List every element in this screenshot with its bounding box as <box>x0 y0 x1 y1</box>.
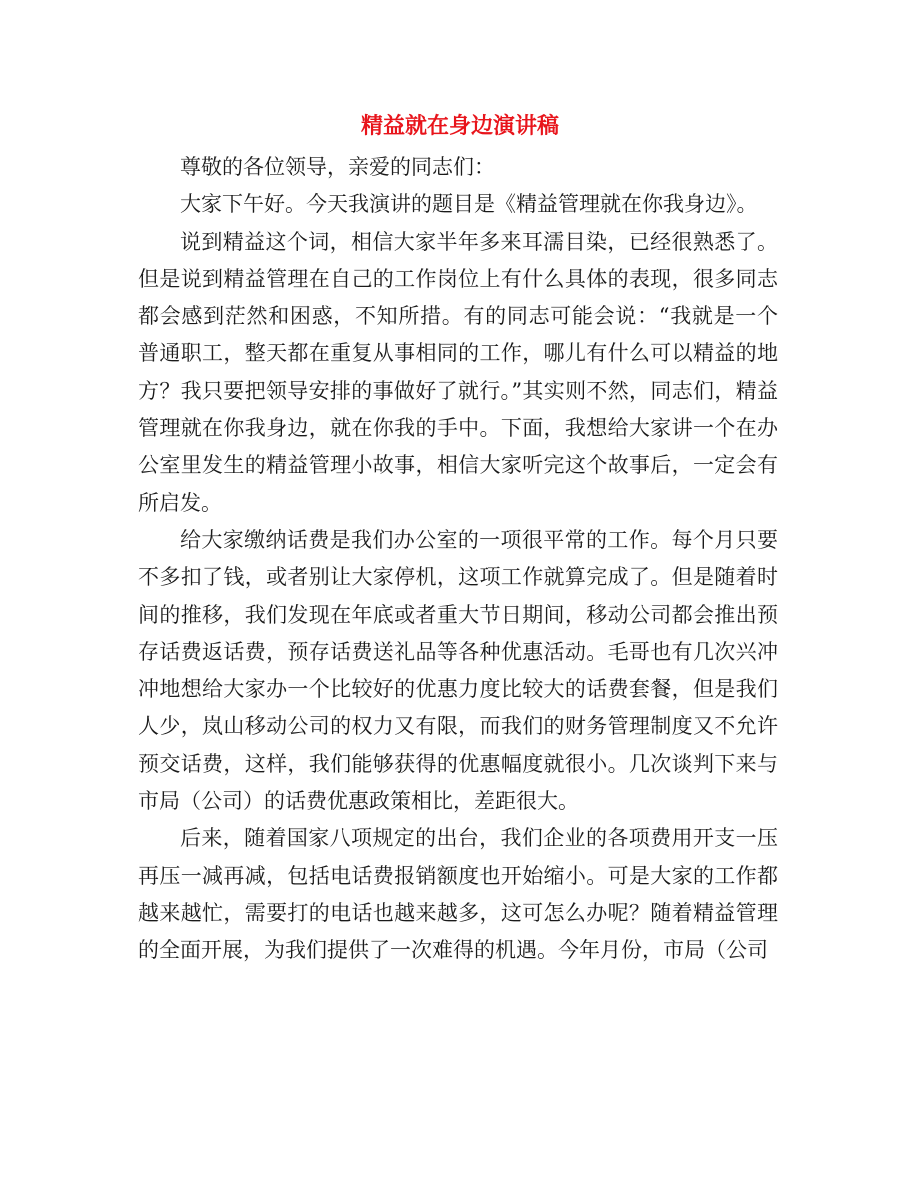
paragraph-opening: 大家下午好。今天我演讲的题目是《精益管理就在你我身边》。 <box>180 192 758 217</box>
paragraph-lean-management-opportunity: 后来，随着国家八项规定的出台，我们企业的各项费用开支一压再压一减再减，包括电话费报销额度也开始缩小。可是大家的工作都越来越忙，需要打的电话也越来越多，这可怎么办呢？随着精益管理的全面开展，为我们提供了一次难得的机遇。今年月份，市局（公司 <box>138 826 778 963</box>
document-title: 精益就在身边演讲稿 <box>360 113 559 139</box>
paragraph-phone-bill-story: 给大家缴纳话费是我们办公室的一项很平常的工作。每个月只要不多扣了钱，或者别让大家停机，这项工作就算完成了。但是随着时间的推移，我们发现在年底或者重大节日期间，移动公司都会推出预存话费返话费，预存话费送礼品等各种优惠活动。毛哥也有几次兴冲冲地想给大家办一个比较好的优惠力度比较大的话费套餐，但是我们人少，岚山移动公司的权力又有限，而我们的财务管理制度又不允许预交话费，这样，我们能够获得的优惠幅度就很小。几次谈判下来与市局（公司）的话费优惠政策相比，差距很大。 <box>138 527 778 814</box>
paragraph-greeting: 尊敬的各位领导，亲爱的同志们： <box>180 155 495 179</box>
document-body <box>138 149 778 970</box>
paragraph-introduction: 说到精益这个词，相信大家半年多来耳濡目染，已经很熟悉了。但是说到精益管理在自己的工作岗位上有什么具体的表现，很多同志都会感到茫然和困惑，不知所措。有的同志可能会说：“我就是一个普通职工，整天都在重复从事相同的工作，哪儿有什么可以精益的地方？我只要把领导安排的事做好了就行。”其实则不然，同志们，精益管理就在你我身边，就在你我的手中。下面，我想给大家讲一个在办公室里发生的精益管理小故事，相信大家听完这个故事后，一定会有所启发。 <box>138 229 778 515</box>
